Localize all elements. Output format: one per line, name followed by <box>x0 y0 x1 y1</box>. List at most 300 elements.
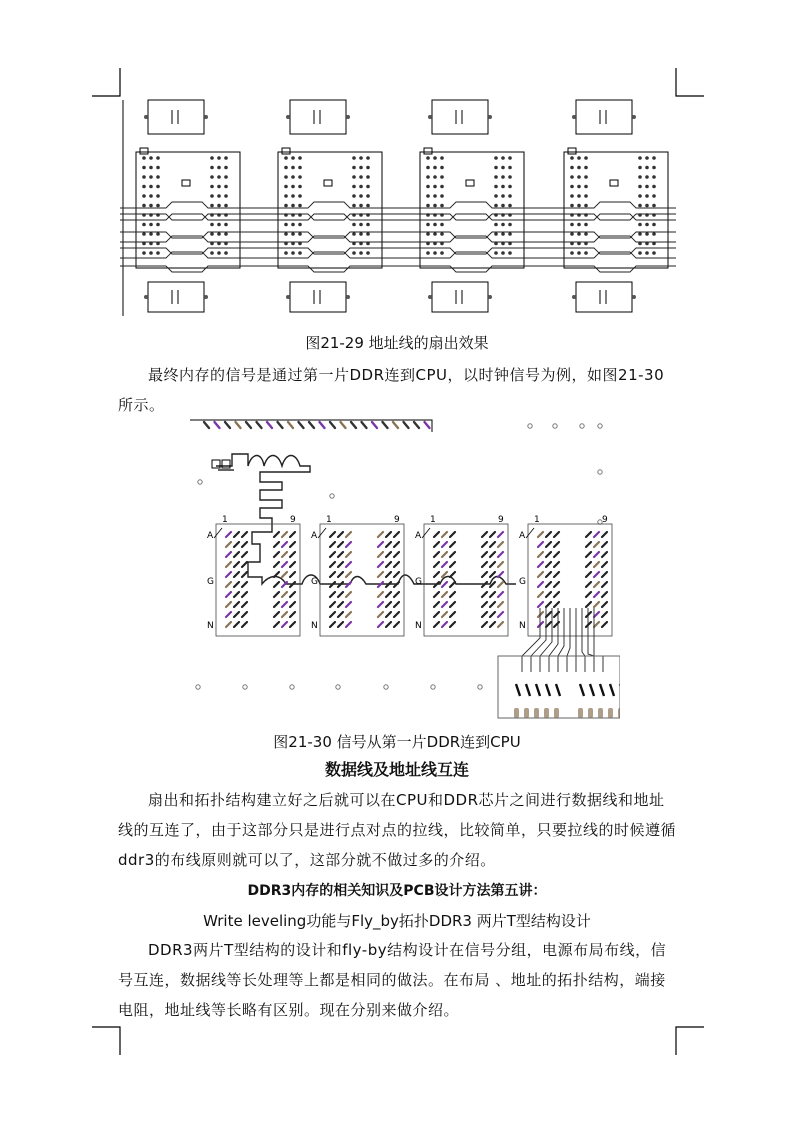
bga-pad <box>298 251 302 255</box>
ddr-pad <box>346 532 351 537</box>
ddr-pad <box>282 562 287 567</box>
bga-pad <box>142 232 146 236</box>
top-package <box>432 100 488 134</box>
ddr-pad <box>450 622 455 627</box>
bga-pad <box>426 232 430 236</box>
ddr-pad <box>442 602 447 607</box>
ddr-pad <box>538 602 543 607</box>
pin-col-label: 9 <box>498 515 504 525</box>
crop-mark-top-right <box>674 68 704 98</box>
pin1-marker <box>318 528 326 538</box>
bga-pad <box>638 156 642 160</box>
bga-pad <box>584 232 588 236</box>
fanout-marker <box>140 148 148 154</box>
via <box>384 685 388 689</box>
package-pad <box>428 115 432 119</box>
bga-pad <box>494 204 498 208</box>
bga-pad <box>577 232 581 236</box>
package-mark <box>600 290 606 304</box>
ddr-pad <box>450 542 455 547</box>
ddr-pad <box>498 582 503 587</box>
ddr-pad <box>498 622 503 627</box>
bga-pad <box>142 185 146 189</box>
ddr-chip-body <box>320 524 404 636</box>
pin-row-label: A <box>207 531 214 541</box>
via <box>598 424 602 428</box>
termination-resistor <box>534 708 539 718</box>
bga-pad <box>284 223 288 227</box>
bga-pad <box>156 194 160 198</box>
bga-pad <box>142 166 146 170</box>
ddr-pad <box>226 542 231 547</box>
ddr-pad <box>346 602 351 607</box>
bga-pad <box>366 166 370 170</box>
bga-pad <box>577 223 581 227</box>
bga-pad <box>645 166 649 170</box>
ddr-pad <box>482 602 487 607</box>
package-pad <box>632 295 636 299</box>
bga-pad <box>433 185 437 189</box>
ddr-pad <box>490 612 495 617</box>
ddr-pad <box>546 562 551 567</box>
ddr-pad <box>346 552 351 557</box>
package-mark <box>456 110 462 124</box>
bga-pad <box>224 185 228 189</box>
bga-pad <box>494 194 498 198</box>
bga-pad <box>352 185 356 189</box>
ddr-pad <box>282 592 287 597</box>
ddr-chip-outline <box>136 152 240 268</box>
bga-pad <box>440 156 444 160</box>
address-trace <box>120 266 676 272</box>
ddr-pad <box>546 532 551 537</box>
pin-col-label: 9 <box>290 515 296 525</box>
ddr-pad <box>490 562 495 567</box>
bga-pad <box>652 251 656 255</box>
ddr-pad <box>482 532 487 537</box>
ddr-pad <box>498 572 503 577</box>
bga-pad <box>224 251 228 255</box>
via <box>528 424 532 428</box>
ddr-pad <box>330 542 335 547</box>
ddr-pad <box>226 532 231 537</box>
connector-pin <box>536 684 540 696</box>
ddr-pad <box>450 582 455 587</box>
ddr-pad <box>602 612 607 617</box>
bga-pad <box>508 251 512 255</box>
ddr-pad <box>386 572 391 577</box>
ddr-pad <box>226 612 231 617</box>
breakout-trace <box>558 608 564 672</box>
bga-pad <box>645 251 649 255</box>
ddr-pad <box>602 592 607 597</box>
pcb-fanout-figure <box>120 96 676 320</box>
fanout-marker <box>182 180 190 186</box>
ddr-pad <box>378 602 383 607</box>
bga-pad <box>210 204 214 208</box>
bga-pad <box>584 223 588 227</box>
ddr-pad <box>546 552 551 557</box>
ddr-pad <box>394 552 399 557</box>
ddr-pad <box>346 612 351 617</box>
ddr-pad <box>554 552 559 557</box>
ddr-pad <box>346 542 351 547</box>
ddr-pad <box>234 602 239 607</box>
bga-pad <box>577 156 581 160</box>
pin-col-label: 1 <box>534 515 540 525</box>
ddr-pad <box>498 532 503 537</box>
ddr-pad <box>450 562 455 567</box>
address-trace <box>120 202 676 208</box>
bga-pad <box>508 232 512 236</box>
bga-pad <box>284 204 288 208</box>
bottom-package <box>148 282 204 312</box>
bga-pad <box>142 194 146 198</box>
bga-pad <box>284 251 288 255</box>
bga-pad <box>501 251 505 255</box>
bottom-package <box>290 282 346 312</box>
bga-pad <box>652 223 656 227</box>
bga-pad <box>645 156 649 160</box>
bga-pad <box>440 223 444 227</box>
bga-pad <box>494 232 498 236</box>
bga-pad <box>508 175 512 179</box>
ddr-pad <box>378 532 383 537</box>
crop-mark-top-left <box>92 68 122 98</box>
bga-pad <box>426 156 430 160</box>
bga-pad <box>217 166 221 170</box>
cpu-fanout-pad <box>351 422 356 428</box>
ddr-pad <box>282 552 287 557</box>
pin-col-label: 9 <box>394 515 400 525</box>
bga-pad <box>426 223 430 227</box>
ddr-pad <box>386 612 391 617</box>
cpu-fanout-pad <box>383 422 388 428</box>
ddr-pad <box>442 582 447 587</box>
ddr-pad <box>234 622 239 627</box>
bga-pad <box>291 185 295 189</box>
bga-pad <box>156 185 160 189</box>
termination-resistor <box>544 708 549 718</box>
ddr-pad <box>434 552 439 557</box>
ddr-pad <box>394 572 399 577</box>
bga-pad <box>570 175 574 179</box>
bga-pad <box>584 194 588 198</box>
ddr-pad <box>546 622 551 627</box>
ddr-pad <box>450 612 455 617</box>
package-pad <box>204 115 208 119</box>
bga-pad <box>291 232 295 236</box>
package-pad <box>346 295 350 299</box>
ddr-pad <box>602 552 607 557</box>
bga-pad <box>224 204 228 208</box>
bga-pad <box>426 175 430 179</box>
ddr-pad <box>602 542 607 547</box>
bga-pad <box>217 156 221 160</box>
ddr-pad <box>586 552 591 557</box>
bga-pad <box>508 156 512 160</box>
bga-pad <box>217 223 221 227</box>
bga-pad <box>149 204 153 208</box>
address-trace <box>120 236 676 242</box>
bga-pad <box>359 204 363 208</box>
bga-pad <box>577 185 581 189</box>
ddr-pad <box>330 592 335 597</box>
fanout-marker <box>466 180 474 186</box>
ddr-pad <box>546 582 551 587</box>
bga-pad <box>570 194 574 198</box>
connector-pin <box>556 684 560 696</box>
via <box>431 685 435 689</box>
ddr-pad <box>226 582 231 587</box>
connector-pin <box>580 684 584 696</box>
bga-pad <box>217 204 221 208</box>
ddr-pad <box>242 532 247 537</box>
via <box>330 494 334 498</box>
ddr-pad <box>226 562 231 567</box>
bga-pad <box>298 175 302 179</box>
bga-pad <box>284 194 288 198</box>
address-trace <box>120 252 676 258</box>
ddr-pad <box>338 572 343 577</box>
bga-pad <box>142 204 146 208</box>
bga-pad <box>652 175 656 179</box>
cpu-fanout-pad <box>204 422 209 428</box>
termination-resistor <box>598 708 603 718</box>
termination-resistor <box>608 708 613 718</box>
ddr-pad <box>394 592 399 597</box>
bga-pad <box>440 232 444 236</box>
bga-pad <box>291 251 295 255</box>
ddr-pad <box>442 592 447 597</box>
bga-pad <box>298 232 302 236</box>
ddr-pad <box>434 542 439 547</box>
bga-pad <box>224 223 228 227</box>
ddr-pad <box>538 582 543 587</box>
package-mark <box>456 290 462 304</box>
ddr-pad <box>274 532 279 537</box>
pin-row-label: N <box>207 621 214 631</box>
package-mark <box>314 110 320 124</box>
ddr-pad <box>594 552 599 557</box>
bga-pad <box>652 232 656 236</box>
crop-mark-bottom-left <box>92 1025 122 1055</box>
bga-pad <box>298 223 302 227</box>
ddr-pad <box>594 612 599 617</box>
package-mark <box>600 110 606 124</box>
cpu-fanout-pad <box>257 422 262 428</box>
pcb-clock-routing-figure <box>190 412 620 727</box>
bga-pad <box>570 204 574 208</box>
bga-pad <box>352 175 356 179</box>
crop-mark-bottom-right <box>674 1025 704 1055</box>
ddr-pad <box>234 532 239 537</box>
fanout-marker <box>324 180 332 186</box>
bga-pad <box>570 251 574 255</box>
bga-pad <box>284 185 288 189</box>
bga-pad <box>366 194 370 198</box>
bga-pad <box>149 232 153 236</box>
pin-row-label: N <box>519 621 526 631</box>
ddr-pad <box>338 532 343 537</box>
pin-row-label: A <box>311 531 318 541</box>
bga-pad <box>359 166 363 170</box>
bga-pad <box>645 185 649 189</box>
cpu-fanout-pad <box>341 422 346 428</box>
ddr-pad <box>274 582 279 587</box>
bottom-package <box>432 282 488 312</box>
ddr-pad <box>442 542 447 547</box>
bga-pad <box>291 156 295 160</box>
bga-pad <box>501 223 505 227</box>
connector-pin <box>600 684 604 696</box>
ddr-pad <box>538 622 543 627</box>
ddr-pad <box>338 552 343 557</box>
bga-pad <box>501 232 505 236</box>
top-package <box>148 100 204 134</box>
bga-pad <box>501 185 505 189</box>
ddr-pad <box>242 552 247 557</box>
top-package <box>576 100 632 134</box>
package-pad <box>204 295 208 299</box>
ddr-pad <box>394 602 399 607</box>
ddr-pad <box>538 542 543 547</box>
ddr-pad <box>330 562 335 567</box>
ddr-pad <box>234 542 239 547</box>
bga-pad <box>210 251 214 255</box>
ddr-pad <box>546 592 551 597</box>
ddr-pad <box>386 542 391 547</box>
ddr-pad <box>586 592 591 597</box>
bga-pad <box>366 251 370 255</box>
bga-pad <box>577 175 581 179</box>
ddr-pad <box>394 542 399 547</box>
pin-row-label: G <box>519 577 526 587</box>
bga-pad <box>638 194 642 198</box>
bga-pad <box>352 251 356 255</box>
bga-pad <box>298 156 302 160</box>
bga-pad <box>284 175 288 179</box>
bga-pad <box>652 156 656 160</box>
bga-pad <box>426 204 430 208</box>
connector-pin <box>546 684 550 696</box>
pin-col-label: 1 <box>430 515 436 525</box>
bga-pad <box>570 232 574 236</box>
bga-pad <box>298 204 302 208</box>
bga-pad <box>426 185 430 189</box>
bga-pad <box>210 166 214 170</box>
bga-pad <box>359 194 363 198</box>
ddr-pad <box>274 602 279 607</box>
ddr-pad <box>482 552 487 557</box>
ddr-pad <box>554 542 559 547</box>
ddr-pad <box>490 602 495 607</box>
bga-pad <box>298 194 302 198</box>
ddr-pad <box>234 612 239 617</box>
ddr-pad <box>498 542 503 547</box>
ddr-pad <box>282 602 287 607</box>
cpu-fanout-pad <box>362 422 367 428</box>
package-mark <box>314 290 320 304</box>
ddr-pad <box>330 572 335 577</box>
connector-pin <box>590 684 594 696</box>
cpu-fanout-pad <box>414 422 419 428</box>
pin-row-label: N <box>415 621 422 631</box>
ddr-pad <box>378 552 383 557</box>
bga-pad <box>638 185 642 189</box>
ddr-pad <box>378 622 383 627</box>
ddr-pad <box>490 552 495 557</box>
ddr-pad <box>282 622 287 627</box>
ddr-pad <box>586 602 591 607</box>
bga-pad <box>440 185 444 189</box>
ddr-chip-body <box>424 524 508 636</box>
bga-pad <box>433 194 437 198</box>
bga-pad <box>645 194 649 198</box>
ddr-pad <box>594 572 599 577</box>
ddr-pad <box>538 572 543 577</box>
bga-pad <box>440 166 444 170</box>
ddr-pad <box>498 562 503 567</box>
via <box>290 685 294 689</box>
via <box>580 424 584 428</box>
ddr-pad <box>450 602 455 607</box>
bga-pad <box>210 223 214 227</box>
bga-pad <box>433 232 437 236</box>
ddr-pad <box>442 622 447 627</box>
cpu-fanout-pad <box>372 422 377 428</box>
ddr-pad <box>338 562 343 567</box>
ddr-pad <box>242 602 247 607</box>
ddr-pad <box>234 582 239 587</box>
connector-pin <box>610 684 614 696</box>
breakout-trace <box>582 608 585 672</box>
intro-paragraph: 最终内存的信号是通过第一片DDR连到CPU，以时钟信号为例，如图21-30所示。 <box>118 366 665 414</box>
ddr-pad <box>378 572 383 577</box>
ddr-pad <box>586 622 591 627</box>
ddr-pad <box>338 592 343 597</box>
bga-pad <box>352 166 356 170</box>
bga-pad <box>577 166 581 170</box>
bga-pad <box>291 223 295 227</box>
ddr-pad <box>290 532 295 537</box>
ddr-pad <box>274 612 279 617</box>
bga-pad <box>291 166 295 170</box>
ddr-pad <box>538 552 543 557</box>
ddr-pad <box>546 542 551 547</box>
bga-pad <box>494 185 498 189</box>
bga-pad <box>217 251 221 255</box>
bga-pad <box>584 185 588 189</box>
ddr-pad <box>602 622 607 627</box>
bga-pad <box>217 194 221 198</box>
ddr-pad <box>242 582 247 587</box>
ddr-pad <box>482 572 487 577</box>
ddr-pad <box>338 622 343 627</box>
ddr-pad <box>346 562 351 567</box>
bga-pad <box>440 194 444 198</box>
bga-pad <box>366 223 370 227</box>
cpu-fanout-pad <box>309 422 314 428</box>
pin-col-label: 1 <box>326 515 332 525</box>
bga-pad <box>156 175 160 179</box>
pin-row-label: G <box>311 577 318 587</box>
ddr-pad <box>330 612 335 617</box>
bga-pad <box>366 204 370 208</box>
bga-pad <box>156 204 160 208</box>
ddr-pad <box>274 562 279 567</box>
ddr-pad <box>554 602 559 607</box>
